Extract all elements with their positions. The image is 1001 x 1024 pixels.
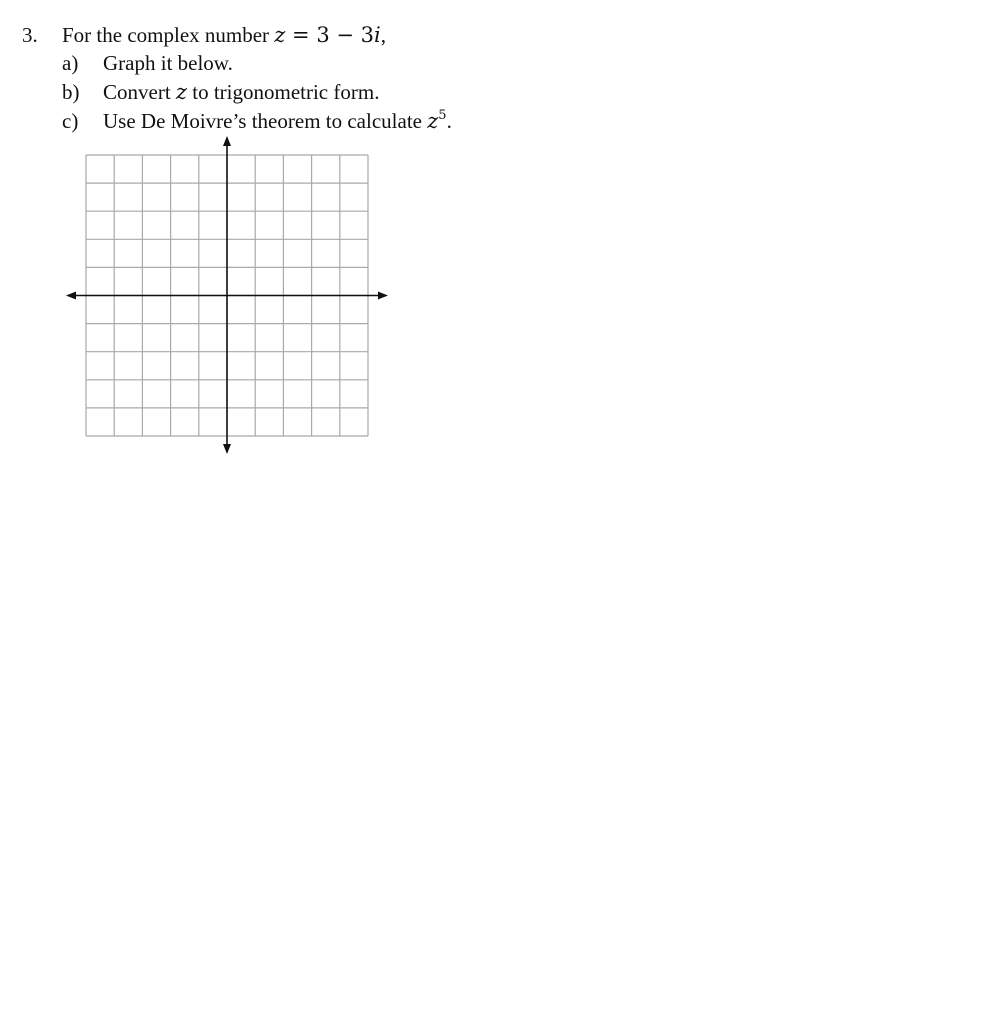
part-b-pre: Convert bbox=[103, 80, 176, 104]
imaginary-unit: i bbox=[374, 23, 381, 47]
x-axis-right-arrow-icon bbox=[378, 292, 388, 300]
question-intro: For the complex number bbox=[62, 23, 275, 47]
part-a-label: a) bbox=[62, 51, 79, 75]
part-c-label: c) bbox=[62, 109, 79, 133]
part-a-text: Graph it below. bbox=[103, 51, 233, 75]
variable-z: z bbox=[274, 23, 286, 47]
part-c-exponent: 5 bbox=[438, 108, 447, 123]
question-prompt bbox=[62, 22, 386, 48]
coordinate-grid bbox=[60, 134, 395, 456]
part-c-variable: z bbox=[427, 109, 439, 133]
part-b-post: to trigonometric form. bbox=[186, 80, 380, 104]
part-b-label: b) bbox=[62, 80, 80, 104]
part-b bbox=[62, 79, 379, 105]
part-b-variable: z bbox=[175, 80, 187, 104]
y-axis-down-arrow-icon bbox=[223, 444, 231, 454]
part-c-post: . bbox=[446, 109, 452, 133]
equation-rhs: = 3 − 3 bbox=[285, 23, 374, 47]
x-axis-left-arrow-icon bbox=[66, 292, 76, 300]
part-a bbox=[62, 50, 233, 76]
question-comma: , bbox=[380, 23, 386, 47]
part-c bbox=[62, 108, 452, 134]
part-c-pre: Use De Moivre’s theorem to calculate bbox=[103, 109, 428, 133]
question-number: 3. bbox=[22, 23, 38, 47]
y-axis-up-arrow-icon bbox=[223, 136, 231, 146]
